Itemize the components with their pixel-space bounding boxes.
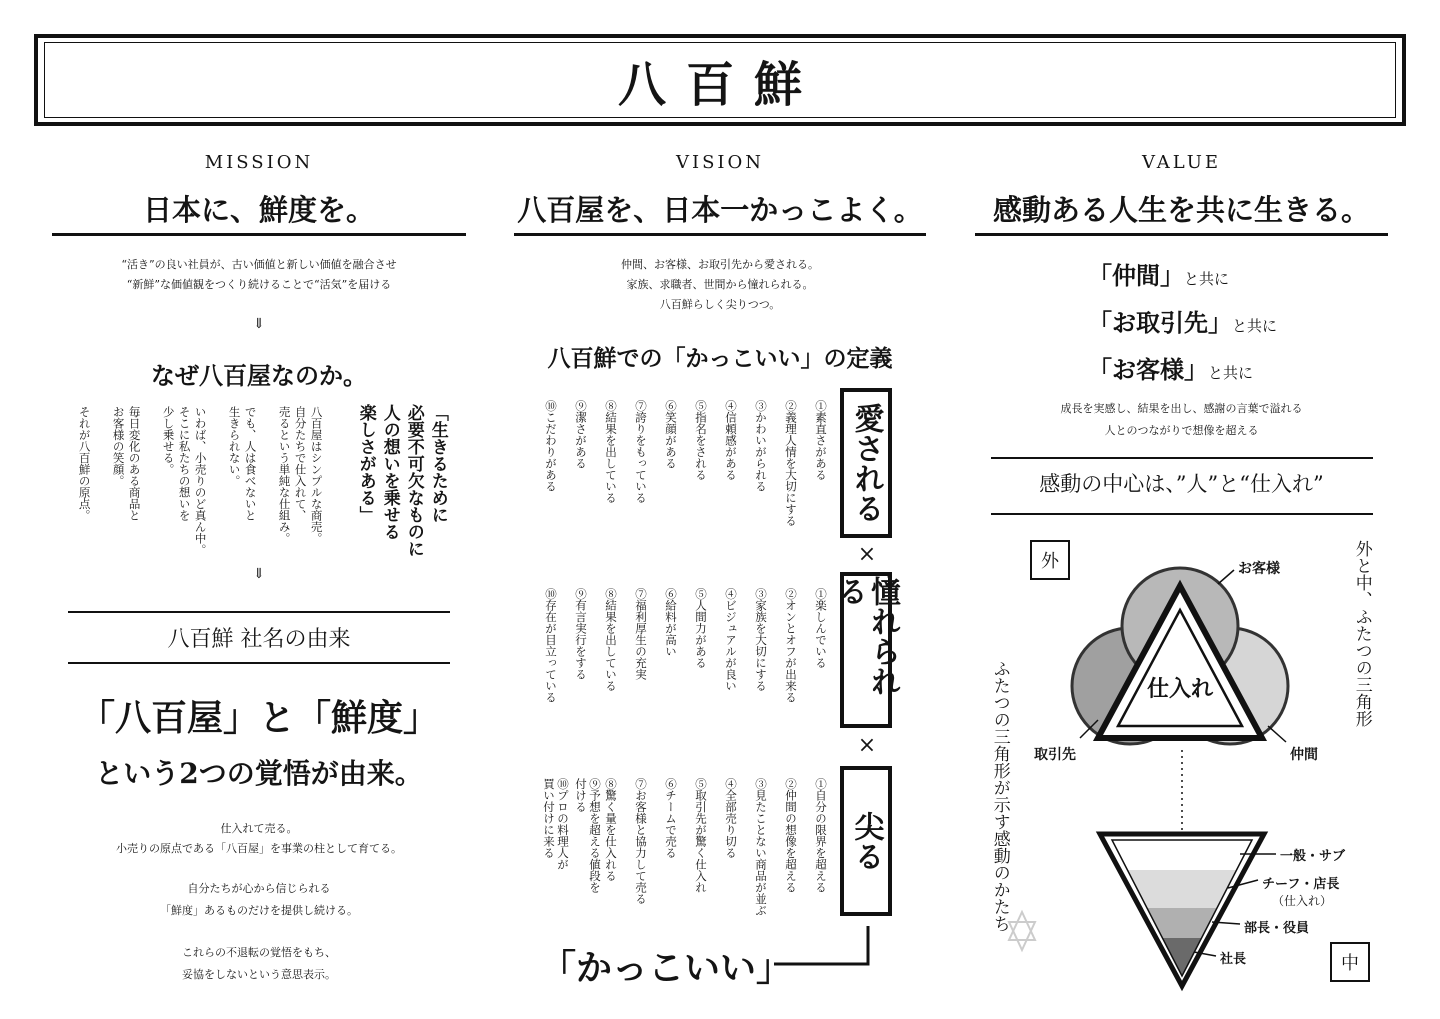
value-line-2-small: と共に <box>1232 317 1278 335</box>
why-body-9: 毎日変化のある商品と <box>127 406 142 521</box>
admired-item-9: ⑨有言実行をする <box>574 588 588 680</box>
kakkoii-result: 「かっこいい」 <box>540 947 793 989</box>
admired-item-1: ①楽しんでいる <box>814 588 828 669</box>
why-quote-4: 楽しさがある」 <box>355 404 376 523</box>
why-body-4: でも、人は食べないと <box>243 406 258 521</box>
origin-big-1: 「八百屋」と「鮮度」 <box>78 697 439 739</box>
origin-big-2: という2つの覚悟が由来。 <box>95 757 423 790</box>
edgy-item-6: ⑥チームで売る <box>664 778 678 859</box>
edgy-item-2: ②仲間の想像を超える <box>784 778 798 893</box>
center-title: 感動の中心は、”人”と“仕入れ” <box>1039 472 1324 496</box>
pyramid-leader-2 <box>1228 880 1258 888</box>
origin-body-2: 小売りの原点である「八百屋」を事業の柱として育てる。 <box>116 842 402 855</box>
why-title: なぜ八百屋なのか。 <box>151 361 367 390</box>
loved-item-9: ⑨潔さがある <box>574 400 588 469</box>
pyramid-label-4: 社長 <box>1220 952 1247 967</box>
mission-heading: MISSION <box>204 152 314 173</box>
origin-rule-top <box>68 611 450 613</box>
value-desc-1: 成長を実感し、結果を出し、感謝の言葉で溢れる <box>1060 402 1303 415</box>
edgy-item-1: ①自分の限界を超える <box>814 778 828 893</box>
edgy-item-8: ⑧驚く量を仕入れる <box>604 778 618 882</box>
admired-item-8: ⑧結果を出している <box>604 588 618 692</box>
loved-item-8: ⑧結果を出している <box>604 400 618 504</box>
mission-desc-2: “新鮮”な価値観をつくり続けることで“活気”を届ける <box>126 278 392 291</box>
value-heading: VALUE <box>1141 152 1222 173</box>
mission-lead: 日本に、鮮度を。 <box>142 193 375 227</box>
vision-desc-3: 八百鮮らしく尖りつつ。 <box>659 298 781 311</box>
inner-label: 中 <box>1330 942 1370 982</box>
why-body-11: それが八百鮮の原点。 <box>77 406 92 521</box>
down-arrow-icon-2: ⇓ <box>253 566 265 582</box>
side-text-left: ふたつの三角形が示す感動のかたち <box>989 660 1010 932</box>
why-body-10: お客様の笑顔。 <box>111 406 126 487</box>
center-rule-bottom <box>991 513 1373 515</box>
value-line-2 <box>1088 303 1277 338</box>
page-title: 八百鮮 <box>617 56 822 113</box>
why-quote-3: 人の想いを乗せる <box>379 404 400 540</box>
origin-body-7: これらの不退転の覚悟をもち、 <box>182 946 336 959</box>
vision-heading: VISION <box>675 152 765 173</box>
admired-item-10: ⑩存在が目立っている <box>544 588 558 703</box>
pyramid-label-3: 部長・役員 <box>1244 921 1310 936</box>
definition-title: 八百鮮での「かっこいい」の定義 <box>547 345 893 372</box>
value-line-2-big: 「お取引先」 <box>1088 308 1232 337</box>
value-lead: 感動ある人生を共に生きる。 <box>992 193 1370 227</box>
outer-label: 外 <box>1030 540 1070 580</box>
value-line-1 <box>1088 256 1229 291</box>
vision-desc-2: 家族、求職者、世間から憧れられる。 <box>626 278 814 291</box>
origin-title: 八百鮮 社名の由来 <box>167 627 351 652</box>
mission-rule <box>52 233 466 236</box>
vision-rule <box>514 233 926 236</box>
times-1: × <box>857 542 877 567</box>
value-rule <box>975 233 1388 236</box>
why-quote-2: 必要不可欠なものに <box>403 404 424 557</box>
venn-label-top: お客様 <box>1238 561 1280 577</box>
edgy-item-7: ⑦お客様と協力して売る <box>634 778 648 905</box>
pyramid-label-2: チーフ・店長 <box>1262 877 1340 892</box>
origin-rule-bottom <box>68 662 450 664</box>
edgy-item-4: ④全部売り切る <box>724 778 738 859</box>
venn-label-right: 仲間 <box>1290 747 1318 763</box>
center-rule-top <box>991 457 1373 459</box>
side-text-right: 外と中、ふたつの三角形 <box>1351 540 1372 727</box>
value-desc-2: 人とのつながりで想像を超える <box>1104 424 1259 437</box>
leader-top <box>1218 570 1234 584</box>
loved-item-4: ④信頼感がある <box>724 400 738 481</box>
value-line-3-small: と共に <box>1208 364 1254 382</box>
origin-body-1: 仕入れて売る。 <box>220 822 298 835</box>
loved-item-10: ⑩こだわりがある <box>544 400 558 492</box>
why-body-8: 少し乗せる。 <box>161 406 176 475</box>
loved-item-2: ②義理人情を大切にする <box>784 400 798 527</box>
edgy-item-5: ⑤取引先が驚く仕入れ <box>694 778 708 893</box>
edgy-item-10: ⑩プロの料理人が買い付けに来る <box>542 778 570 870</box>
vision-lead: 八百屋を、日本一かっこよく。 <box>517 193 923 227</box>
admired-item-3: ③家族を大切にする <box>754 588 768 692</box>
vision-desc-1: 仲間、お客様、お取引先から愛される。 <box>621 258 819 271</box>
origin-body-5: 「鮮度」あるものだけを提供し続ける。 <box>160 904 358 917</box>
value-line-1-big: 「仲間」 <box>1088 261 1184 290</box>
loved-item-1: ①素直さがある <box>814 400 828 481</box>
group-label-loved: 愛される <box>840 388 892 538</box>
edgy-item-3: ③見たことない商品が並ぶ <box>754 778 768 916</box>
pyramid-label-1: 一般・サブ <box>1280 849 1346 864</box>
admired-item-5: ⑤人間力がある <box>694 588 708 669</box>
result-connector <box>770 924 880 974</box>
why-body-1: 八百屋はシンプルな商売。 <box>309 406 324 544</box>
origin-body-4: 自分たちが心から信じられる <box>187 882 331 895</box>
value-line-3-big: 「お客様」 <box>1088 355 1208 384</box>
value-line-3 <box>1088 350 1253 385</box>
why-body-3: 売るという単純な仕組み。 <box>277 406 292 544</box>
loved-item-5: ⑤指名をされる <box>694 400 708 481</box>
origin-body-8: 妥協をしないという意思表示。 <box>182 968 336 981</box>
admired-item-2: ②オンとオフが出来る <box>784 588 798 703</box>
why-body-5: 生きられない。 <box>227 406 242 487</box>
group-label-edgy: 尖る <box>840 766 892 916</box>
venn-label-left: 取引先 <box>1034 747 1076 763</box>
loved-item-3: ③かわいがられる <box>754 400 768 492</box>
mission-desc-1: “活き”の良い社員が、古い価値と新しい価値を融合させ <box>121 258 397 271</box>
value-line-1-small: と共に <box>1184 270 1230 288</box>
admired-item-4: ④ビジュアルが良い <box>724 588 738 692</box>
leader-right <box>1268 726 1286 742</box>
edgy-item-9: ⑨予想を超える値段を付ける <box>574 778 602 893</box>
pyramid-label-2b: （仕入れ） <box>1272 894 1333 908</box>
why-quote-1: 「生きるために <box>427 404 448 523</box>
why-body-2: 自分たちで仕入れて、 <box>293 406 308 521</box>
times-2: × <box>857 733 877 758</box>
group-label-admired: 憧れられる <box>840 572 892 728</box>
venn-label-center: 仕入れ <box>1146 676 1213 702</box>
admired-item-7: ⑦福利厚生の充実 <box>634 588 648 680</box>
down-arrow-icon: ⇓ <box>253 316 265 332</box>
admired-item-6: ⑥給料が高い <box>664 588 678 657</box>
why-body-7: そこに私たちの想いを <box>177 406 192 521</box>
why-body-6: いわば、小売りのど真ん中。 <box>193 406 208 556</box>
loved-item-6: ⑥笑顔がある <box>664 400 678 469</box>
loved-item-7: ⑦誇りをもっている <box>634 400 648 504</box>
